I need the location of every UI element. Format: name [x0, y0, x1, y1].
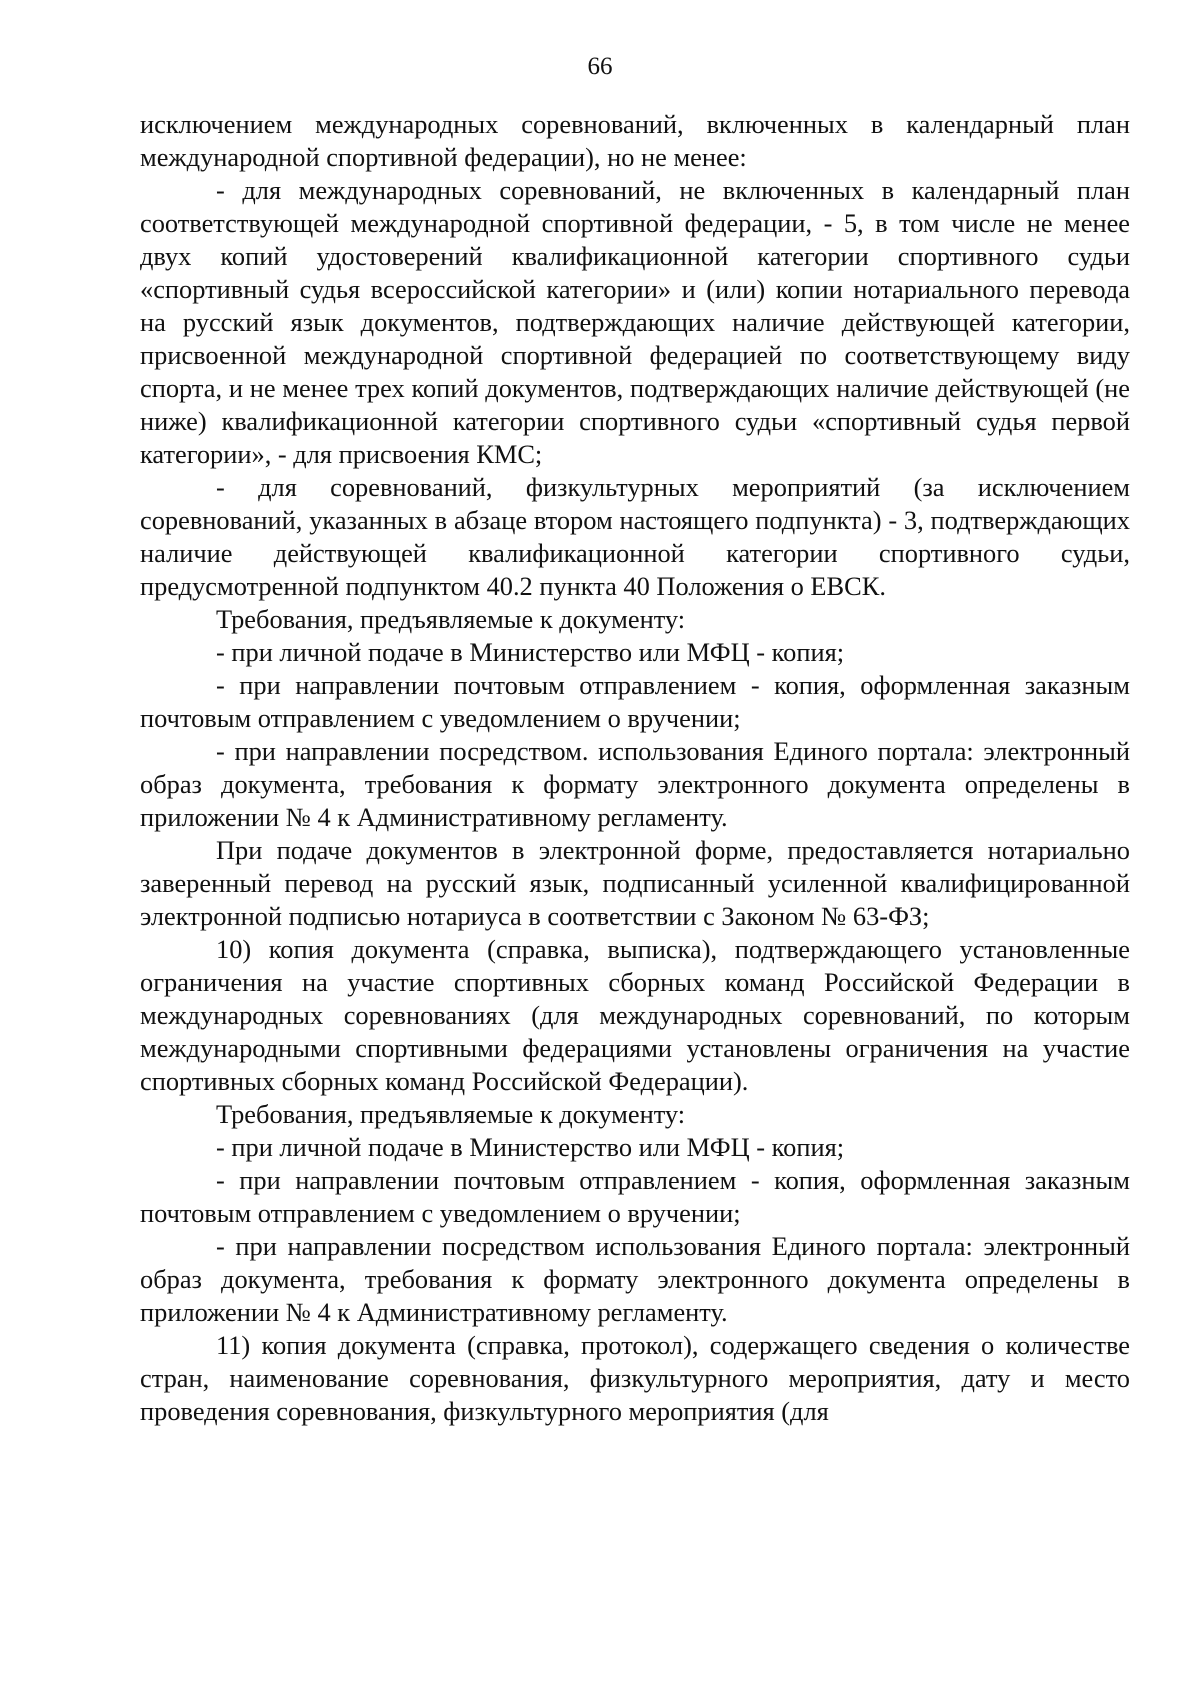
paragraph: исключением международных соревнований, включенных в календарный план международной спортивной федерации), но не менее: — [140, 109, 1130, 172]
paragraph: - при направлении почтовым отправлением - копия, оформленная заказным почтовым отправлением с уведомлением о вручении; — [140, 1165, 1130, 1228]
page-number: 66 — [587, 53, 613, 80]
paragraph: - при направлении почтовым отправлением - копия, оформленная заказным почтовым отправлением с уведомлением о вручении; — [140, 670, 1130, 733]
paragraph: - при направлении посредством использования Единого портала: электронный образ документа, требования к формату электронного документа определены в приложении № 4 к Административному регламенту. — [140, 1231, 1130, 1327]
paragraph: 11) копия документа (справка, протокол), содержащего сведения о количестве стран, наименование соревнования, физкультурного мероприятия, дату и место проведения соревнования, физкультурного мероприятия (для — [140, 1330, 1130, 1426]
paragraph: 10) копия документа (справка, выписка), подтверждающего установленные ограничения на участие спортивных сборных команд Российской Федерации в международных соревнованиях (для международных соревнований, по которым международными спортивными федерациями установлены ограничения на участие спортивных сборных команд Российской Федерации). — [140, 934, 1130, 1096]
paragraph: - при личной подаче в Министерство или МФЦ - копия; — [216, 637, 845, 667]
paragraph: - для международных соревнований, не включенных в календарный план соответствующей международной спортивной федерации, - 5, в том числе не менее двух копий удостоверений квалификационной категории спортивного судьи «спортивный судья всероссийской категории» и (или) копии нотариального перевода на русский язык документов, подтверждающих наличие действующей категории, присвоенной международной спортивной федерацией по соответствующему виду спорта, и не менее трех копий документов, подтверждающих наличие действующей (не ниже) квалификационной категории спортивного судьи «спортивный судья первой категории», - для присвоения КМС; — [140, 175, 1130, 469]
paragraph: - для соревнований, физкультурных мероприятий (за исключением соревнований, указанных в абзаце втором настоящего подпункта) - 3, подтверждающих наличие действующей квалификационной категории спортивного судьи, предусмотренной подпунктом 40.2 пункта 40 Положения о ЕВСК. — [140, 472, 1130, 601]
document-body — [140, 108, 1130, 1428]
paragraph: - при направлении посредством. использования Единого портала: электронный образ документа, требования к формату электронного документа определены в приложении № 4 к Административному регламенту. — [140, 736, 1130, 832]
paragraph: Требования, предъявляемые к документу: — [216, 604, 686, 634]
paragraph: Требования, предъявляемые к документу: — [216, 1099, 686, 1129]
paragraph: - при личной подаче в Министерство или МФЦ - копия; — [216, 1132, 845, 1162]
paragraph: При подаче документов в электронной форме, предоставляется нотариально заверенный перевод на русский язык, подписанный усиленной квалифицированной электронной подписью нотариуса в соответствии с Законом № 63-ФЗ; — [140, 835, 1130, 931]
